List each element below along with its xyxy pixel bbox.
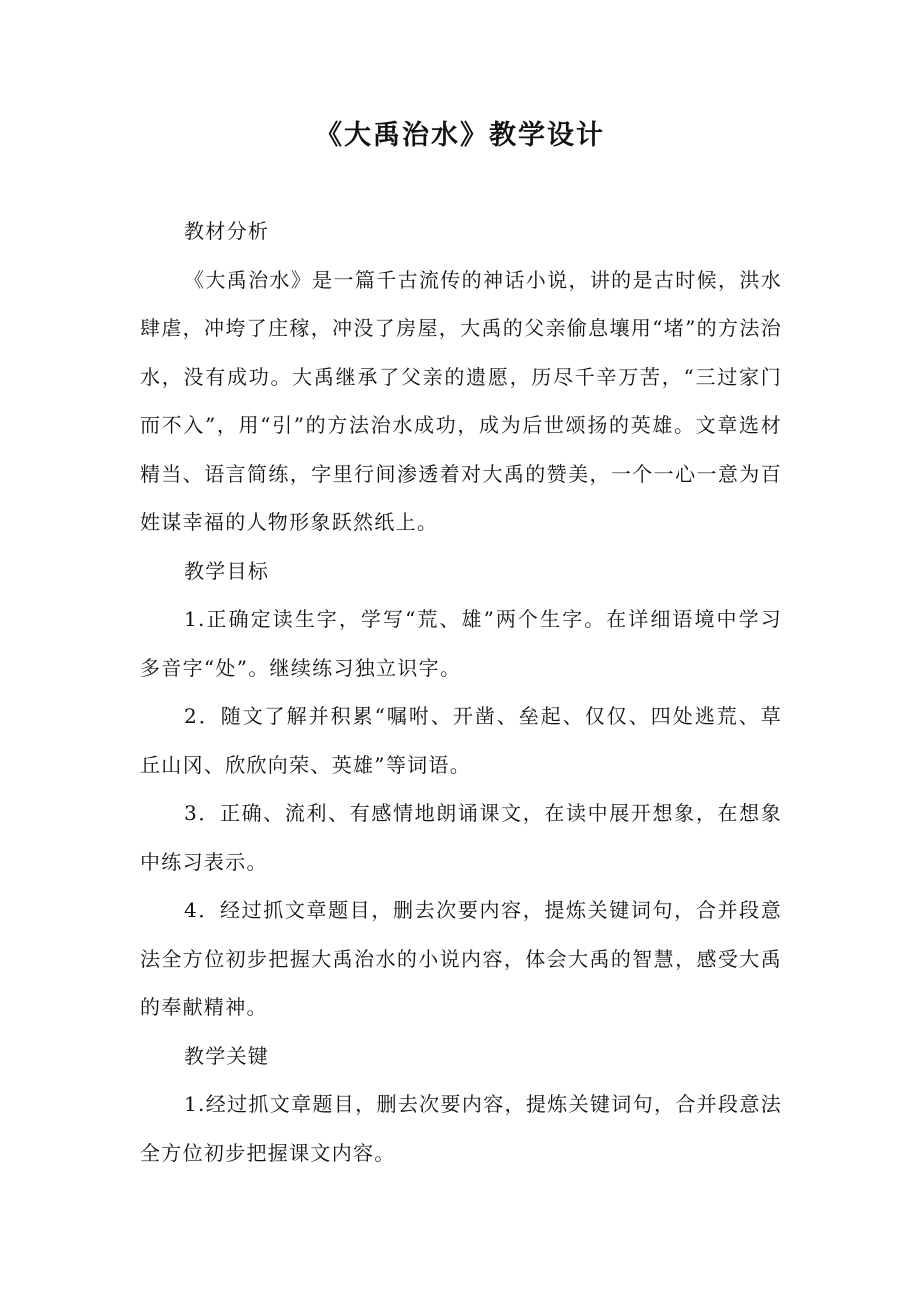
section-heading-teaching-objectives: 教学目标 — [184, 558, 270, 583]
objective-item: 1.正确定读生字，学写“荒、雄”两个生字。在详细语境中学习多音字“处”。继续练习独立识字。 — [140, 607, 782, 680]
objective-item: 3．正确、流利、有感情地朗诵课文，在读中展开想象，在想象中练习表示。 — [140, 801, 782, 874]
section-heading-teaching-key-points: 教学关键 — [184, 1043, 270, 1068]
document-title: 《大禹治水》教学设计 — [315, 120, 605, 151]
section-heading-textbook-analysis: 教材分析 — [184, 219, 270, 243]
body-paragraph: 《大禹治水》是一篇千古流传的神话小说，讲的是古时候，洪水肆虐，冲垮了庄稼，冲没了房屋，大禹的父亲偷息壤用“堵”的方法治水，没有成功。大禹继承了父亲的遗愿，历尽千辛万苦，“三过家门而不入”，用“引”的方法治水成功，成为后世颂扬的英雄。文章选材精当、语言简练，字里行间渗透着对大禹的赞美，一个一心一意为百姓谋幸福的人物形象跃然纸上。 — [140, 267, 782, 534]
objective-item: 4．经过抓文章题目，删去次要内容，提炼关键词句，合并段意法全方位初步把握大禹治水的小说内容，体会大禹的智慧，感受大禹的奉献精神。 — [140, 898, 782, 1019]
key-point-item: 1.经过抓文章题目，删去次要内容，提炼关键词句，合并段意法全方位初步把握课文内容。 — [140, 1092, 782, 1165]
document-body — [140, 207, 782, 1177]
objective-item: 2．随文了解并积累“嘱咐、开凿、垒起、仅仅、四处逃荒、草丘山冈、欣欣向荣、英雄”等词语。 — [140, 704, 782, 777]
